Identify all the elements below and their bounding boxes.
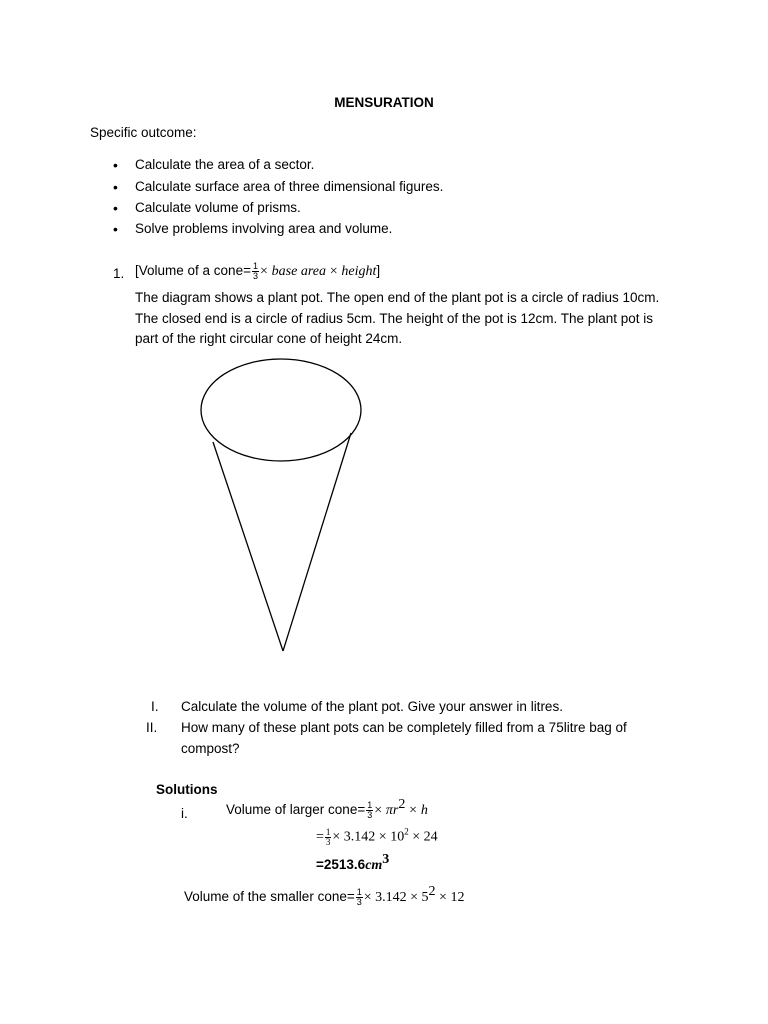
cone-right-edge xyxy=(283,433,351,651)
page-title: MENSURATION xyxy=(334,95,434,110)
question-text-line: The diagram shows a plant pot. The open end of the plant pot is a circle of radius 10cm. xyxy=(135,290,660,305)
fraction xyxy=(356,888,363,907)
part-numeral: I. xyxy=(151,699,159,714)
exponent: 2 xyxy=(428,884,436,900)
smaller-cone-formula xyxy=(184,884,465,907)
fraction xyxy=(325,828,332,847)
formula-prefix: [Volume of a cone= xyxy=(135,263,251,279)
result-exponent: 3 xyxy=(382,852,390,867)
fraction-denominator: 3 xyxy=(325,837,331,847)
substitution-body: × 3.142 × 10 xyxy=(332,829,405,845)
fraction-numerator: 1 xyxy=(356,887,362,897)
radius-symbol: r xyxy=(392,803,399,819)
fraction-numerator: 1 xyxy=(367,800,373,810)
fraction-denominator: 3 xyxy=(356,897,362,907)
smaller-cone-label: Volume of the smaller cone= xyxy=(184,889,355,905)
part-numeral: II. xyxy=(146,720,158,735)
larger-cone-formula xyxy=(226,797,428,820)
exponent: 2 xyxy=(404,826,409,837)
question-number: 1. xyxy=(113,266,125,281)
solutions-heading: Solutions xyxy=(156,782,218,797)
larger-cone-result xyxy=(316,852,390,874)
base-area-term: base area xyxy=(271,264,326,280)
result-value: =2513.6 xyxy=(316,857,366,872)
result-unit: cm xyxy=(365,858,383,873)
cone-open-end-ellipse xyxy=(201,359,361,461)
part-text-line: compost? xyxy=(181,741,240,756)
radius-exponent: 2 xyxy=(398,797,406,813)
equals-sign: = xyxy=(316,829,324,845)
times-sign: × xyxy=(329,264,338,280)
bullet-icon: • xyxy=(113,179,118,195)
times-sign: × xyxy=(409,803,418,819)
bullet-icon: • xyxy=(113,221,118,237)
height-symbol: h xyxy=(420,803,428,819)
bullet-icon: • xyxy=(113,200,118,216)
height-term: height xyxy=(341,264,377,280)
cone-left-edge xyxy=(213,442,283,651)
bullet-icon: • xyxy=(113,157,118,173)
formula-suffix: ] xyxy=(376,263,381,279)
larger-cone-label: Volume of larger cone= xyxy=(226,802,366,818)
specific-outcome-label: Specific outcome: xyxy=(90,125,197,140)
part-text-line: Calculate the volume of the plant pot. Give your answer in litres. xyxy=(181,699,563,714)
fraction-denominator: 3 xyxy=(367,810,373,820)
solution-part-label: i. xyxy=(181,806,188,821)
smaller-cone-end: × 12 xyxy=(435,890,465,906)
substitution-end: × 24 xyxy=(408,829,438,845)
fraction-denominator: 3 xyxy=(252,271,258,281)
times-sign: × xyxy=(259,264,268,280)
part-text-line: How many of these plant pots can be completely filled from a 75litre bag of xyxy=(181,720,627,735)
larger-cone-substitution xyxy=(316,828,438,847)
outcome-text: Calculate the area of a sector. xyxy=(135,157,315,172)
fraction-numerator: 1 xyxy=(325,827,331,837)
pi-symbol: π xyxy=(385,803,393,819)
outcome-text: Calculate volume of prisms. xyxy=(135,200,301,215)
outcome-text: Calculate surface area of three dimensional figures. xyxy=(135,179,444,194)
question-text-line: The closed end is a circle of radius 5cm. The height of the pot is 12cm. The plant pot is xyxy=(135,311,654,326)
fraction-numerator: 1 xyxy=(252,261,258,271)
question-text-line: part of the right circular cone of height 24cm. xyxy=(135,331,403,346)
times-sign: × xyxy=(374,803,383,819)
outcome-text: Solve problems involving area and volume. xyxy=(135,221,393,236)
fraction xyxy=(366,801,373,820)
smaller-cone-substitution: × 3.142 × 5 xyxy=(363,890,429,906)
